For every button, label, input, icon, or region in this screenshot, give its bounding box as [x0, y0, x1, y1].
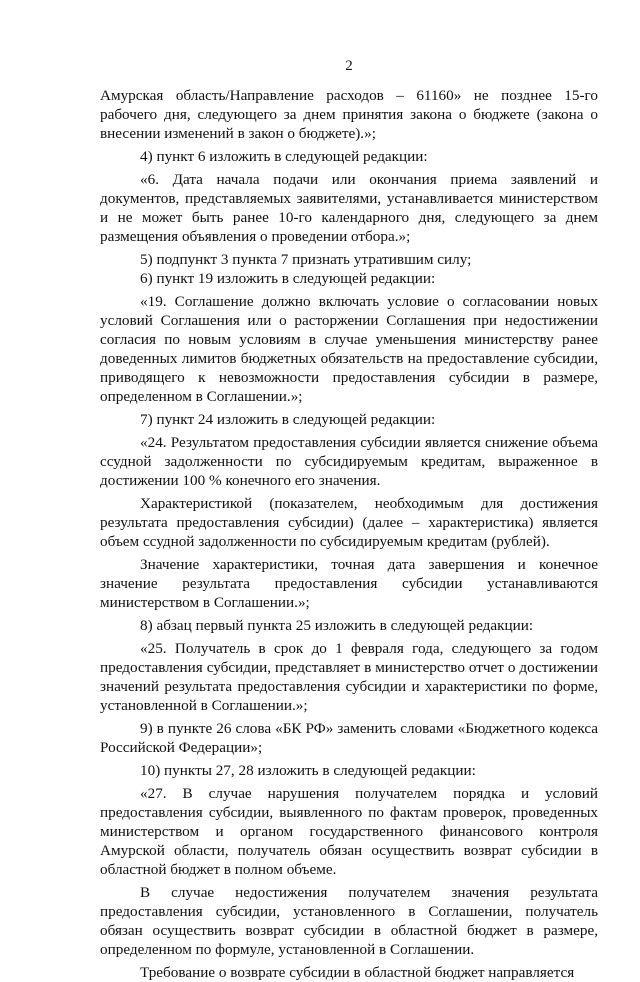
paragraph-8: «24. Результатом предоставления субсидии является снижение объема ссудной задолженности по субсидируемым кредитам, выраженное в достижении 100 % конечного его значения. [100, 434, 598, 489]
paragraph-6: «19. Соглашение должно включать условие о согласовании новых условий Соглашения или о расторжении Соглашения при недостижении согласия по новым условиям в случае уменьшения министерству ранее доведенных лимитов бюджетных обязательств на предоставление субсидии, приводящего к невозможности предоставления субсидии в размере, определенном в Соглашении.»; [100, 293, 598, 405]
paragraph-4: 5) подпункт 3 пункта 7 признать утратившим силу; [140, 251, 472, 268]
paragraph-16: В случае недостижения получателем значения результата предоставления субсидии, установленного в Соглашении, получатель обязан осуществить возврат субсидии в областной бюджет в размере, определенном по формуле, установленной в Соглашении. [100, 884, 598, 958]
paragraph-5: 6) пункт 19 изложить в следующей редакции: [140, 270, 436, 287]
paragraph-3: «6. Дата начала подачи или окончания приема заявлений и документов, представляемых заявителями, устанавливается министерством и не может быть ранее 10-го календарного дня, следующего за днем размещения объявления о проведении отбора.»; [100, 171, 598, 245]
paragraph-11: 8) абзац первый пункта 25 изложить в следующей редакции: [140, 617, 534, 634]
page-number: 2 [345, 58, 353, 74]
paragraph-7: 7) пункт 24 изложить в следующей редакции: [140, 411, 436, 428]
paragraph-17: Требование о возврате субсидии в областной бюджет направляется [140, 964, 575, 981]
paragraph-9: Характеристикой (показателем, необходимым для достижения результата предоставления субсидии) (далее – характеристика) является объем ссудной задолженности по субсидируемым кредитам (рублей). [100, 495, 598, 550]
paragraph-1: Амурская область/Направление расходов – 61160» не позднее 15-го рабочего дня, следующего за днем принятия закона о бюджете (закона о внесении изменений в закон о бюджете).»; [100, 87, 598, 142]
paragraph-10: Значение характеристики, точная дата завершения и конечное значение результата предоставления субсидии устанавливаются министерством в Соглашении.»; [100, 556, 598, 611]
paragraph-2: 4) пункт 6 изложить в следующей редакции: [140, 148, 428, 165]
paragraph-13: 9) в пункте 26 слова «БК РФ» заменить словами «Бюджетного кодекса Российской Федерации»; [100, 720, 598, 756]
paragraph-14: 10) пункты 27, 28 изложить в следующей редакции: [140, 762, 476, 779]
paragraph-12: «25. Получатель в срок до 1 февраля года, следующего за годом предоставления субсидии, представляет в министерство отчет о достижении значений результата предоставления субсидии и характеристики по форме, установленной в Соглашении.»; [100, 640, 598, 714]
paragraph-15: «27. В случае нарушения получателем порядка и условий предоставления субсидии, выявленного по фактам проверок, проведенных министерством и органом государственного финансового контроля Амурской области, получатель обязан осуществить возврат субсидии в областной бюджет в полном объеме. [100, 785, 598, 878]
